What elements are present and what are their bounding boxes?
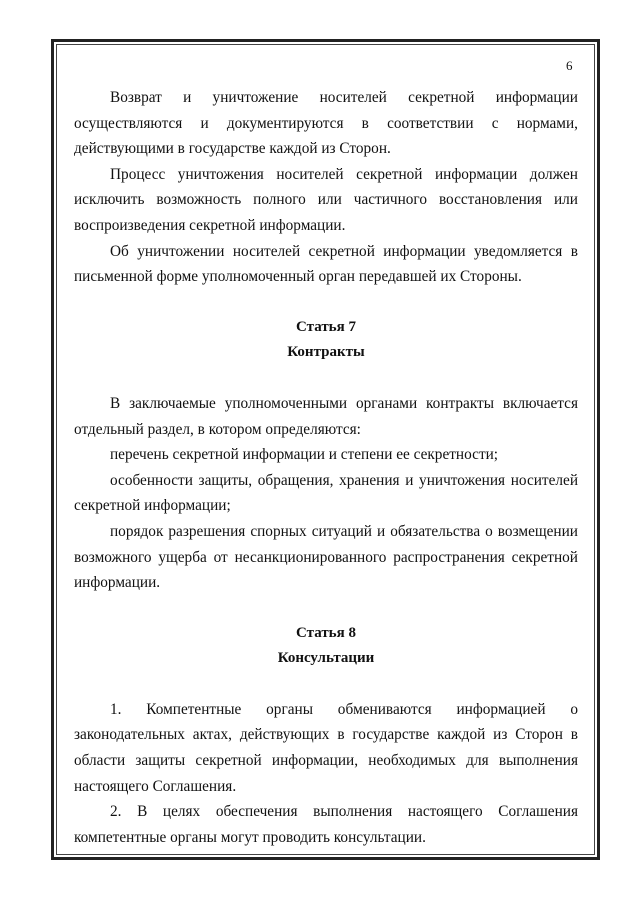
paragraph-destruction-process: Процесс уничтожения носителей секретной информации должен исключить возможность полного или частичного восстановления или воспроизведения секретной информации. <box>74 165 578 234</box>
page-number: 6 <box>566 58 573 73</box>
article-7-number: Статья 7 <box>296 318 356 335</box>
article-8-title: Консультации <box>277 650 375 667</box>
paragraph-return-destruction: Возврат и уничтожение носителей секретной информации осуществляются и документируются в соответствии с нормами, действующими в государстве каждой из Сторон. <box>74 89 578 158</box>
article-7-list-item: особенности защиты, обращения, хранения и уничтожения носителей секретной информации; <box>74 471 578 515</box>
article-8-clause-2: 2. В целях обеспечения выполнения настоящего Соглашения компетентные органы могут проводить консультации. <box>74 803 578 846</box>
article-7-title: Контракты <box>287 344 365 361</box>
article-7-paragraph: В заключаемые уполномоченными органами контракты включается отдельный раздел, в котором определяются: <box>74 394 578 438</box>
paragraph-destruction-notice: Об уничтожении носителей секретной информации уведомляется в письменной форме уполномоченный орган передавшей их Стороны. <box>74 242 578 286</box>
article-8-number: Статья 8 <box>296 624 356 641</box>
document-body <box>74 85 578 850</box>
article-8-clause-1: 1. Компетентные органы обмениваются информацией о законодательных актах, действующих в государстве каждой из Сторон в области защиты секретной информации, необходимых для выполнения настоящего Соглашения. <box>74 700 578 795</box>
article-7-list-item: перечень секретной информации и степени ее секретности; <box>110 446 499 464</box>
article-7-list-item: порядок разрешения спорных ситуаций и обязательства о возмещении возможного ущерба от несанкционированного распространения секретной информации. <box>74 522 578 592</box>
